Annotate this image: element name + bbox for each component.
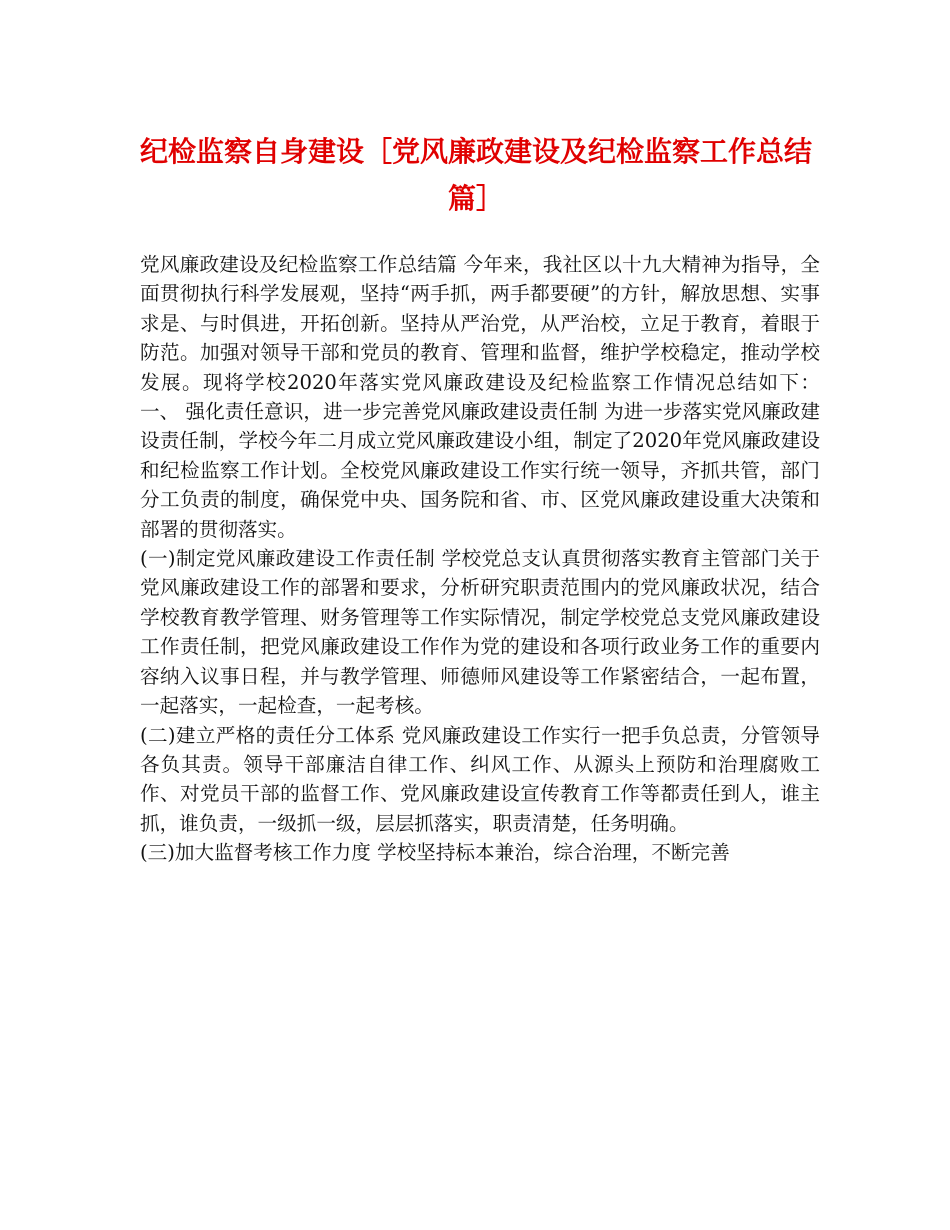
- paragraph-section-3: (三)加大监督考核工作力度 学校坚持标本兼治，综合治理，不断完善: [140, 841, 730, 865]
- paragraph-section-1: (一)制定党风廉政建设工作责任制 学校党总支认真贯彻落实教育主管部门关于党风廉政建设工作的部署和要求，分析研究职责范围内的党风廉政状况，结合学校教育教学管理、财务管理等工作实际情况，制定学校党总支党风廉政建设工作责任制，把党风廉政建设工作作为党的建设和各项行政业务工作的重要内容纳入议事日程，并与教学管理、师德师风建设等工作紧密结合，一起布置，一起落实，一起检查，一起考核。: [140, 547, 820, 718]
- paragraph-section-2: (二)建立严格的责任分工体系 党风廉政建设工作实行一把手负总责，分管领导各负其责。领导干部廉洁自律工作、纠风工作、从源头上预防和治理腐败工作、对党员干部的监督工作、党风廉政建设宣传教育工作等都责任到人，谁主抓，谁负责，一级抓一级，层层抓落实，职责清楚，任务明确。: [140, 723, 820, 835]
- document-body: [140, 250, 820, 868]
- paragraph-intro: 党风廉政建设及纪检监察工作总结篇 今年来，我社区以十九大精神为指导，全面贯彻执行科学发展观，坚持“两手抓，两手都要硬”的方针，解放思想、实事求是、与时俱进，开拓创新。坚持从严治党，从严治校，立足于教育，着眼于防范。加强对领导干部和党员的教育、管理和监督，维护学校稳定，推动学校发展。现将学校2020年落实党风廉政建设及纪检监察工作情况总结如下： 一、 强化责任意识，进一步完善党风廉政建设责任制 为进一步落实党风廉政建设责任制，学校今年二月成立党风廉政建设小组，制定了2020年党风廉政建设和纪检监察工作计划。全校党风廉政建设工作实行统一领导，齐抓共管，部门分工负责的制度，确保党中央、国务院和省、市、区党风廉政建设重大决策和部署的贯彻落实。: [140, 253, 820, 541]
- document-title: 纪检监察自身建设［党风廉政建设及纪检监察工作总结篇］: [139, 135, 812, 215]
